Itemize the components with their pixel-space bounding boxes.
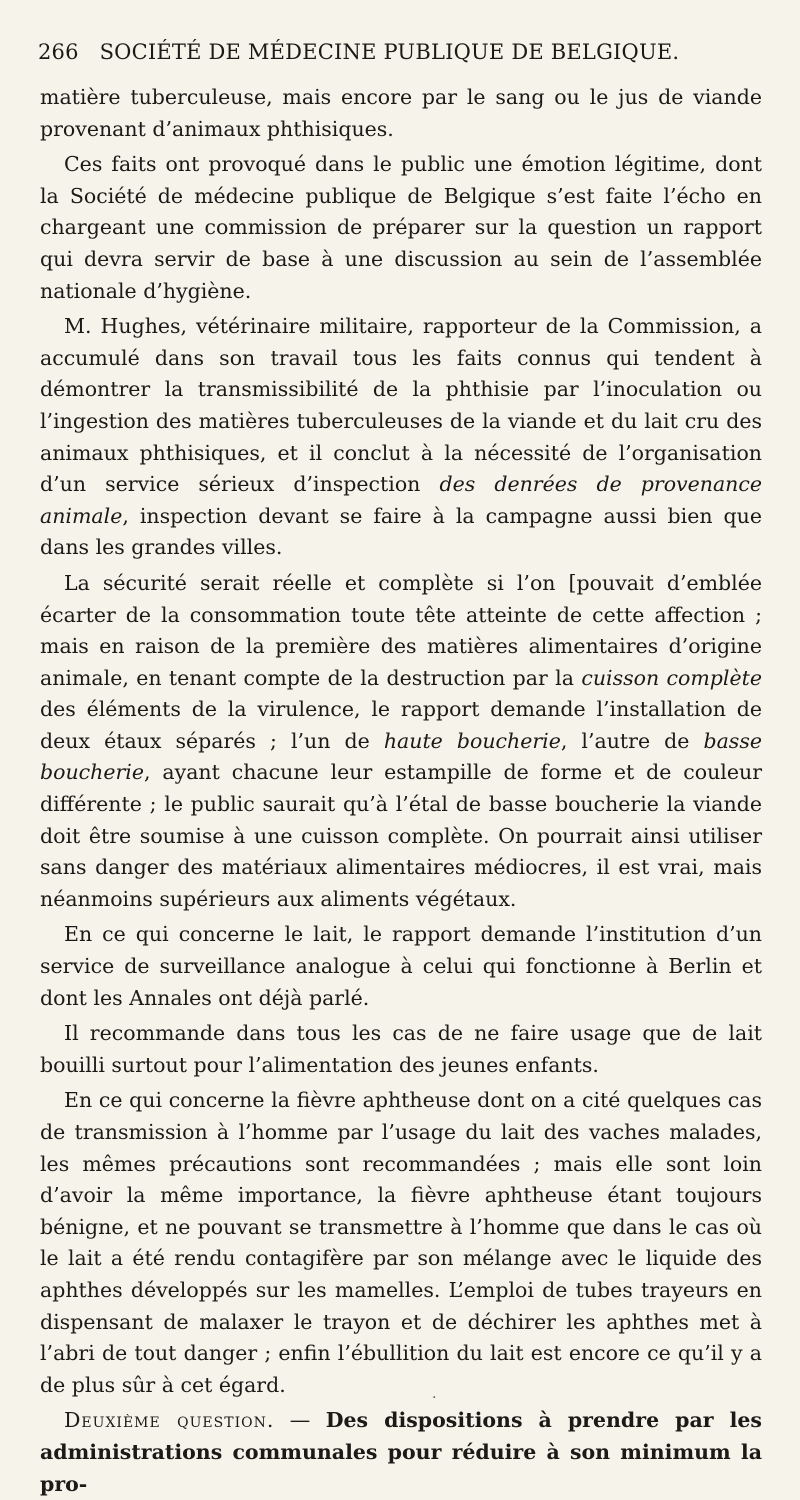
paragraph-foot-and-mouth: En ce qui concerne la fièvre aphtheuse dont on a cité quelques cas de transmission à l’homme par l’usage du lait des vaches malades, les mêmes précautions sont recommandées ; mais elle sont loin d’avoir la même importance, la fièvre aphtheuse étant toujours bénigne, et ne pouvant se transmettre à l’homme que dans le cas où le lait a été rendu contagifère par son mélange avec le liquide des aphthes développés sur les mamelles. L’emploi de tubes trayeurs en dispensant de malaxer le trayon et de déchirer les aphthes met à l’abri de tout danger ; enfin l’ébullition du lait est encore ce qu’il y a de plus sûr à cet égard. xyxy=(40,1088,762,1397)
paragraph-continuation: matière tuberculeuse, mais encore par le sang ou le jus de viande provenant d’animaux phthisiques. xyxy=(40,85,762,141)
body-text xyxy=(40,82,762,1500)
bold-run: Des dispositions à prendre par les administrations communales pour réduire à son minimum la pro- xyxy=(40,1408,762,1496)
text-run: , l’autre de xyxy=(560,728,704,753)
paragraph-hughes-report xyxy=(40,311,762,564)
page-header xyxy=(38,40,768,64)
page-number: 266 xyxy=(38,40,79,64)
italic-run: basse boucherie xyxy=(40,728,762,785)
paragraph-second-question xyxy=(40,1405,762,1500)
paragraph-public-emotion: Ces faits ont provoqué dans le public une émotion légitime, dont la Société de médecine publique de Belgique s’est faite l’écho en chargeant une commission de préparer sur la question un rapport qui devra servir de base à une discussion au sein de l’assemblée nationale d’hygiène. xyxy=(40,152,762,303)
paragraph-security xyxy=(40,568,762,916)
text-run: La sécurité serait réelle et complète si l’on [pouvait d’emblée écarter de la consommation toute tête atteinte de cette affection ; mais en raison de la première des matières alimentaires d’origine animale, en tenant compte de la destruction par la xyxy=(40,570,762,690)
text-run: — xyxy=(274,1408,326,1433)
bottom-mark: . xyxy=(432,1386,437,1402)
italic-run: cuisson complète xyxy=(581,665,762,690)
text-run: , ayant chacune leur estampille de forme et de couleur différente ; le public saurait qu’à l’étal de basse boucherie la viande doit être soumise à une cuisson complète. On pourrait ainsi utiliser sans danger des matériaux alimentaires médiocres, il est vrai, mais néanmoins supérieurs aux aliments végétaux. xyxy=(40,760,762,911)
running-title: SOCIÉTÉ DE MÉDECINE PUBLIQUE DE BELGIQUE. xyxy=(99,40,680,64)
italic-run: des denrées de provenance animale xyxy=(40,472,762,528)
text-run: , inspection devant se faire à la campagne aussi bien que dans les grandes villes. xyxy=(40,503,762,560)
text-run: M. Hughes, vétérinaire militaire, rapporteur de la Commission, a accumulé dans son travail tous les faits connus qui tendent à démontrer la transmissibilité de la phthisie par l’inoculation ou l’ingestion des matières tuberculeuses de la viande et du lait cru des animaux phthisiques, et il conclut à la nécessité de l’organisation d’un service sérieux d’inspection xyxy=(40,314,762,497)
paragraph-recommendation: Il recommande dans tous les cas de ne faire usage que de lait bouilli surtout pour l’alimentation des jeunes enfants. xyxy=(40,1021,762,1077)
text-run: des éléments de la virulence, le rapport demande l’installation de deux étaux séparés ; l’un de xyxy=(40,697,762,753)
section-label: Deuxième question. xyxy=(64,1408,275,1433)
paragraph-milk: En ce qui concerne le lait, le rapport demande l’institution d’un service de surveillance analogue à celui qui fonctionne à Berlin et dont les Annales ont déjà parlé. xyxy=(40,922,762,1010)
italic-run: haute boucherie xyxy=(383,728,561,753)
